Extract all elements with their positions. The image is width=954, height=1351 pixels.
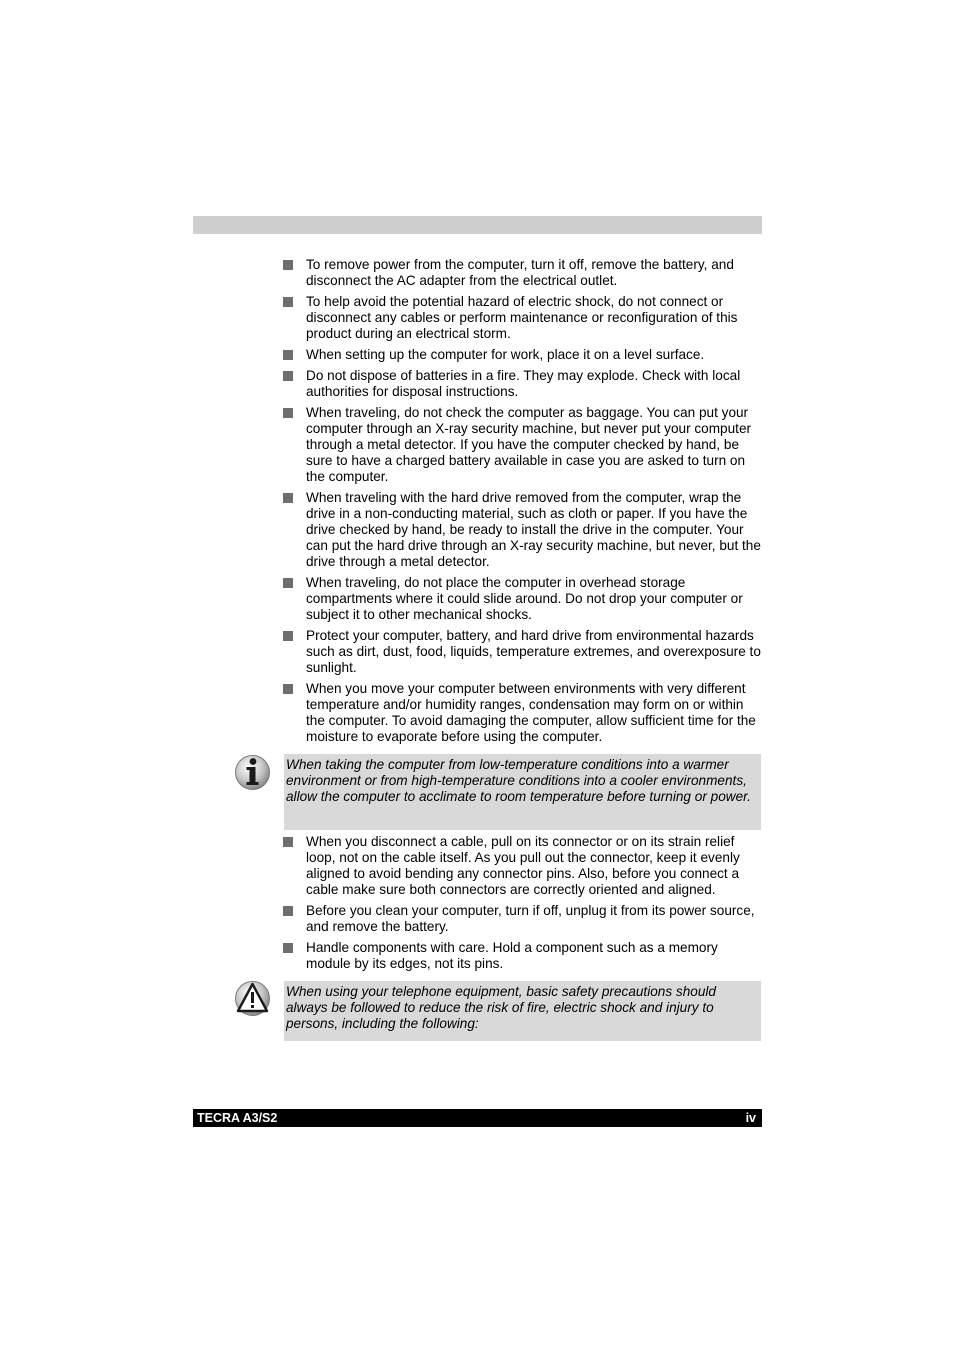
bullet-square-icon	[283, 837, 293, 847]
list-item-text: When you disconnect a cable, pull on its connector or on its strain relief loop, not on the cable itself. As you pull out the connector, keep it evenly aligned to avoid bending any connector pins. Also, before you connect a cable make sure both connectors are correctly oriented and aligned.	[306, 834, 740, 897]
bullet-square-icon	[283, 578, 293, 588]
list-item	[283, 257, 761, 289]
list-item-text: When setting up the computer for work, place it on a level surface.	[306, 347, 705, 362]
bullet-square-icon	[283, 631, 293, 641]
safety-list-1	[283, 257, 761, 750]
bullet-square-icon	[283, 260, 293, 270]
list-item-text: Protect your computer, battery, and hard drive from environmental hazards such as dirt, dust, food, liquids, temperature extremes, and overexposure to sunlight.	[306, 628, 761, 675]
list-item-text: Before you clean your computer, turn if off, unplug it from its power source, and remove the battery.	[306, 903, 755, 934]
list-item	[283, 368, 761, 400]
list-item	[283, 834, 761, 898]
list-item	[283, 575, 761, 623]
list-item	[283, 681, 761, 745]
info-note: When taking the computer from low-temperature conditions into a warmer environment or from high-temperature conditions into a cooler environments, allow the computer to acclimate to room temperature before turning or power.	[284, 754, 761, 830]
list-item-text: To remove power from the computer, turn it off, remove the battery, and disconnect the AC adapter from the electrical outlet.	[306, 257, 734, 288]
list-item-text: When traveling, do not place the computer in overhead storage compartments where it could slide around. Do not drop your computer or subject it to other mechanical shocks.	[306, 575, 743, 622]
warning-icon	[234, 980, 271, 1017]
bullet-square-icon	[283, 408, 293, 418]
list-item-text: Handle components with care. Hold a component such as a memory module by its edges, not its pins.	[306, 940, 718, 971]
list-item	[283, 903, 761, 935]
list-item-text: Do not dispose of batteries in a fire. They may explode. Check with local authorities for disposal instructions.	[306, 368, 741, 399]
page-number: iv	[745, 1111, 756, 1125]
bullet-square-icon	[283, 350, 293, 360]
list-item-text: When you move your computer between environments with very different temperature and/or humidity ranges, condensation may form on or within the computer. To avoid damaging the computer, allow sufficient time for the moisture to evaporate before using the computer.	[306, 681, 756, 744]
list-item	[283, 490, 761, 570]
bullet-square-icon	[283, 297, 293, 307]
list-item	[283, 294, 761, 342]
safety-list-2	[283, 834, 761, 977]
bullet-square-icon	[283, 371, 293, 381]
list-item-text: When traveling with the hard drive removed from the computer, wrap the drive in a non-conducting material, such as cloth or paper. If you have the drive checked by hand, be ready to install the drive in the computer. Your can put the hard drive through an X-ray security machine, but never, but the drive through a metal detector.	[306, 490, 761, 569]
list-item	[283, 628, 761, 676]
list-item	[283, 940, 761, 972]
header-bar	[193, 216, 762, 234]
list-item	[283, 347, 761, 363]
bullet-square-icon	[283, 943, 293, 953]
info-icon	[234, 754, 271, 791]
list-item-text: When traveling, do not check the computer as baggage. You can put your computer through an X-ray security machine, but never put your computer through a metal detector. If you have the computer checked by hand, be sure to have a charged battery available in case you are asked to turn on the computer.	[306, 405, 752, 484]
page-footer	[193, 1109, 762, 1127]
warning-note: When using your telephone equipment, basic safety precautions should always be followed to reduce the risk of fire, electric shock and injury to persons, including the following:	[284, 981, 761, 1041]
bullet-square-icon	[283, 906, 293, 916]
list-item	[283, 405, 761, 485]
bullet-square-icon	[283, 493, 293, 503]
list-item-text: To help avoid the potential hazard of electric shock, do not connect or disconnect any cables or perform maintenance or reconfiguration of this product during an electrical storm.	[306, 294, 738, 341]
footer-title: TECRA A3/S2	[197, 1111, 278, 1125]
bullet-square-icon	[283, 684, 293, 694]
